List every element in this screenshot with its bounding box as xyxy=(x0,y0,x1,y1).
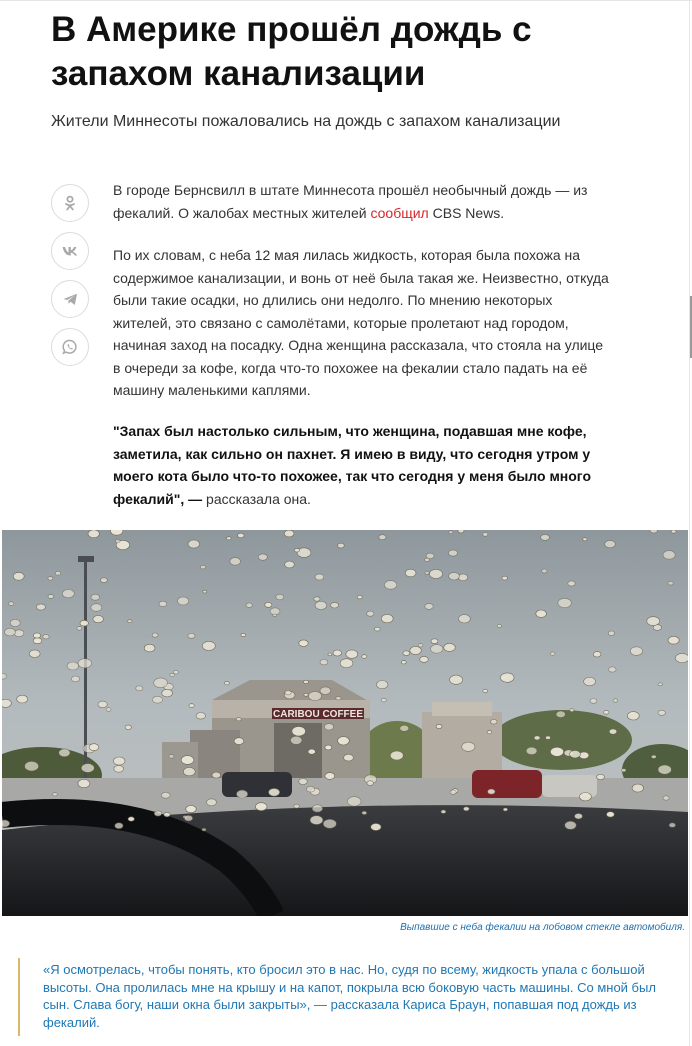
drop xyxy=(258,554,267,560)
drop xyxy=(658,710,665,715)
drop xyxy=(33,633,40,638)
drop xyxy=(48,595,54,599)
drop xyxy=(255,803,267,811)
drop xyxy=(497,625,501,628)
share-buttons xyxy=(51,184,89,376)
drop xyxy=(344,754,354,761)
drop xyxy=(323,819,336,828)
drop xyxy=(458,615,470,623)
tree xyxy=(492,710,632,770)
drop xyxy=(315,601,327,609)
drop xyxy=(463,807,469,811)
drop xyxy=(541,534,550,540)
drop xyxy=(583,538,587,541)
drop xyxy=(420,656,429,662)
drop xyxy=(114,765,124,772)
drop xyxy=(675,653,688,662)
drop xyxy=(207,799,217,806)
drop xyxy=(450,675,463,684)
drop xyxy=(534,736,540,740)
drop xyxy=(128,620,132,623)
drop xyxy=(294,548,299,552)
drop xyxy=(651,755,656,758)
drop xyxy=(568,581,575,586)
drop xyxy=(546,736,551,739)
drop xyxy=(17,695,28,703)
drop xyxy=(115,540,120,543)
drop xyxy=(570,750,581,758)
drop xyxy=(53,793,58,796)
drop xyxy=(310,816,323,825)
drop xyxy=(81,764,94,773)
drop xyxy=(183,767,195,775)
drop xyxy=(125,725,131,729)
drop xyxy=(186,806,196,813)
drop xyxy=(173,671,178,674)
drop xyxy=(431,645,443,654)
drop xyxy=(390,751,403,760)
drop xyxy=(487,731,492,734)
drop xyxy=(400,725,409,731)
drop xyxy=(579,752,589,759)
drop xyxy=(304,680,309,683)
drop xyxy=(597,774,605,779)
article-title: В Америке прошёл дождь с запахом канализации xyxy=(51,10,532,93)
drop xyxy=(309,691,322,700)
drop xyxy=(59,749,70,757)
store-sign: CARIBOU COFFEE xyxy=(273,709,363,720)
drop xyxy=(55,571,60,575)
odnoklassniki-icon xyxy=(63,195,77,211)
drop xyxy=(212,772,221,778)
drop xyxy=(367,611,374,616)
drop xyxy=(152,696,162,703)
drop xyxy=(347,797,361,807)
drop xyxy=(236,717,241,720)
parked-car xyxy=(222,772,292,797)
drop xyxy=(449,572,460,580)
drop xyxy=(458,530,464,533)
light-pole xyxy=(84,560,87,790)
drop xyxy=(405,569,416,577)
drop xyxy=(357,595,362,599)
drop xyxy=(78,779,90,787)
drop xyxy=(340,659,353,668)
drop xyxy=(227,537,232,540)
drop xyxy=(48,577,53,580)
drop xyxy=(78,659,92,668)
drop xyxy=(384,581,396,590)
drop xyxy=(338,737,350,745)
drop xyxy=(36,604,45,610)
drop xyxy=(668,636,679,644)
drop xyxy=(115,823,123,829)
drop xyxy=(285,561,295,568)
drop xyxy=(558,598,571,607)
drop xyxy=(381,614,393,622)
drop xyxy=(608,631,614,636)
drop xyxy=(292,726,306,736)
drop xyxy=(10,619,20,626)
article-photo xyxy=(2,530,688,916)
drop xyxy=(362,811,367,814)
drop xyxy=(304,693,308,696)
drop xyxy=(609,667,617,672)
drop xyxy=(77,627,82,631)
drop xyxy=(154,678,168,688)
drop xyxy=(671,530,676,533)
paragraph-intro-tail: CBS News. xyxy=(428,204,505,221)
drop xyxy=(91,594,100,600)
drop xyxy=(2,820,10,827)
drop xyxy=(379,535,386,540)
drop xyxy=(136,686,143,691)
drop xyxy=(202,641,215,650)
drop xyxy=(488,789,496,794)
drop xyxy=(2,699,11,707)
drop xyxy=(609,729,617,734)
drop xyxy=(584,677,596,685)
drop xyxy=(13,572,24,580)
drop xyxy=(425,571,429,574)
drop xyxy=(152,633,158,637)
photo-caption: Выпавшие с неба фекалии на лобовом стекле автомобиля. xyxy=(400,922,685,933)
drop xyxy=(338,543,345,548)
drop xyxy=(575,813,583,819)
drop xyxy=(315,574,324,580)
drop xyxy=(189,704,194,708)
drop xyxy=(430,569,443,578)
drop xyxy=(308,749,315,754)
share-odnoklassniki-button[interactable] xyxy=(51,184,89,222)
drop xyxy=(579,793,591,801)
drop xyxy=(658,683,662,686)
vk-icon xyxy=(62,246,78,256)
drop xyxy=(71,676,79,682)
drop xyxy=(604,710,609,714)
drop xyxy=(449,550,458,556)
drop xyxy=(89,744,99,751)
share-telegram-button[interactable] xyxy=(51,280,89,318)
drop xyxy=(503,808,507,811)
drop xyxy=(299,640,308,647)
drop xyxy=(605,540,616,547)
drop xyxy=(312,805,323,812)
drop xyxy=(668,582,673,586)
drop xyxy=(325,773,335,780)
drop xyxy=(236,790,247,798)
drop xyxy=(458,574,468,581)
share-whatsapp-button[interactable] xyxy=(51,328,89,366)
drop xyxy=(550,652,555,655)
light-pole-head xyxy=(78,556,94,562)
drop xyxy=(25,761,39,771)
drop xyxy=(285,690,291,695)
quote-attribution: рассказала она. xyxy=(202,490,311,507)
drop xyxy=(331,602,339,608)
drop xyxy=(290,736,302,744)
drop xyxy=(418,644,423,647)
drop xyxy=(200,565,205,569)
drop xyxy=(234,738,244,745)
drop xyxy=(621,769,626,772)
drop xyxy=(188,633,195,638)
parked-car xyxy=(472,770,542,798)
drop xyxy=(284,530,294,537)
drop xyxy=(320,660,328,665)
drop xyxy=(91,604,102,612)
drop xyxy=(29,650,40,658)
drop xyxy=(101,578,108,583)
drop xyxy=(2,673,6,679)
drop xyxy=(196,713,205,720)
drop xyxy=(376,681,388,689)
drop xyxy=(144,644,155,652)
drop xyxy=(410,646,422,654)
drop xyxy=(294,804,300,808)
drop xyxy=(225,681,230,684)
drop xyxy=(325,745,332,750)
drop xyxy=(333,650,342,656)
drop xyxy=(314,597,320,601)
drop xyxy=(306,786,314,792)
drop xyxy=(483,689,488,692)
drop xyxy=(67,662,79,670)
drop xyxy=(241,633,246,636)
drop xyxy=(93,616,103,623)
drop xyxy=(43,635,49,639)
drop xyxy=(436,724,442,728)
article-subtitle: Жители Миннесоты пожаловались на дождь с запахом канализации xyxy=(51,113,561,130)
drop xyxy=(184,815,192,821)
drop xyxy=(367,781,374,786)
drop xyxy=(502,576,507,580)
drop xyxy=(9,602,14,606)
drop xyxy=(238,533,245,538)
share-vk-button[interactable] xyxy=(51,232,89,270)
drop xyxy=(526,747,537,755)
drop xyxy=(177,597,188,605)
woman-quote: "Запах был настолько сильным, что женщина, подавшая мне кофе, заметила, как сильно он пахнет. Я имею в виду, что сегодня утром у моего кота было что-то похожее, так что сегодня у меня было много фекалий", — xyxy=(113,423,592,507)
drop xyxy=(663,796,669,800)
paragraph-quote xyxy=(113,420,609,510)
source-link[interactable]: сообщил xyxy=(370,204,429,221)
drop xyxy=(346,650,358,658)
top-divider xyxy=(0,0,692,1)
drop xyxy=(425,603,433,609)
drop xyxy=(483,533,488,537)
drop xyxy=(270,608,280,615)
drop xyxy=(188,540,200,548)
drop xyxy=(80,620,88,626)
drop xyxy=(202,828,206,831)
drop xyxy=(462,742,475,751)
drop xyxy=(362,655,367,659)
drop xyxy=(230,558,241,566)
drop xyxy=(425,558,430,561)
quote-bar xyxy=(18,958,20,1036)
drop xyxy=(161,792,170,798)
drop xyxy=(647,617,660,626)
drop xyxy=(98,701,107,708)
drop xyxy=(246,603,252,607)
drop xyxy=(203,590,207,593)
drop xyxy=(590,699,597,704)
drop xyxy=(658,765,671,774)
drop xyxy=(613,699,618,702)
drop xyxy=(328,653,332,656)
drop xyxy=(181,756,194,765)
drop xyxy=(381,698,386,702)
drop xyxy=(556,711,565,718)
drop xyxy=(371,823,381,830)
drop xyxy=(542,569,548,573)
drop xyxy=(269,788,280,796)
drop xyxy=(154,811,162,816)
drop xyxy=(630,647,642,656)
drop xyxy=(164,812,170,816)
drop xyxy=(550,747,563,756)
drop xyxy=(632,784,643,792)
blockquote: «Я осмотрелась, чтобы понять, кто бросил это в нас. Но, судя по всему, жидкость упала с большой высоты. Она пролилась мне на крышу и на капот, покрыла всю боковую часть машины. Со мной был сын. Слава богу, наши окна были закрыты», — рассказала Кариса Браун, попавшая под дождь из фекалий. xyxy=(43,962,656,1030)
drop xyxy=(403,651,410,656)
drop xyxy=(593,652,601,657)
drop xyxy=(570,709,574,712)
whatsapp-icon xyxy=(62,339,78,355)
paragraph-details: По их словам, с неба 12 мая лилась жидкость, которая была похожа на содержимое канализации, и вонь от неё была такая же. Неизвестно, откуда были такие осадки, но длились они недолго. По мнению некоторых жителей, это связано с самолётами, которые пролетают над городом, начиная заход на посадку. Одна женщина рассказала, что стояла на улице в очереди за кофе, когда что-то похожее на фекалии стало падать на её машину маленькими каплями. xyxy=(113,247,609,398)
drop xyxy=(449,531,453,534)
drop xyxy=(88,530,99,538)
drop xyxy=(536,610,547,617)
drop xyxy=(162,689,173,697)
drop xyxy=(431,639,438,644)
drop xyxy=(128,817,134,821)
drop xyxy=(500,673,514,682)
drop xyxy=(324,724,333,730)
drop xyxy=(62,590,74,598)
drop xyxy=(106,708,111,712)
drop xyxy=(33,638,42,644)
drop xyxy=(491,720,498,725)
drop xyxy=(375,627,381,631)
drop xyxy=(159,601,167,606)
drop xyxy=(265,602,272,607)
drop xyxy=(170,673,175,676)
drop xyxy=(565,821,577,829)
drop xyxy=(401,661,406,664)
drop xyxy=(169,755,174,759)
paragraph-intro xyxy=(113,179,609,224)
drop xyxy=(5,628,16,636)
drop xyxy=(669,823,676,828)
drop xyxy=(320,687,331,695)
paragraph-intro-text: В городе Бернсвилл в штате Миннесота прошёл необычный дождь — из фекалий. О жалобах местных жителей xyxy=(113,182,588,221)
telegram-icon xyxy=(63,293,78,306)
drop xyxy=(627,712,639,720)
drop xyxy=(299,779,308,785)
drop xyxy=(113,757,125,765)
drop xyxy=(450,790,456,794)
drop xyxy=(441,810,446,813)
content-right-border xyxy=(689,0,690,1046)
drop xyxy=(650,530,657,533)
drop xyxy=(336,696,341,700)
drop xyxy=(444,643,456,651)
drop xyxy=(663,551,675,560)
drop xyxy=(607,812,615,817)
drop xyxy=(276,594,284,600)
